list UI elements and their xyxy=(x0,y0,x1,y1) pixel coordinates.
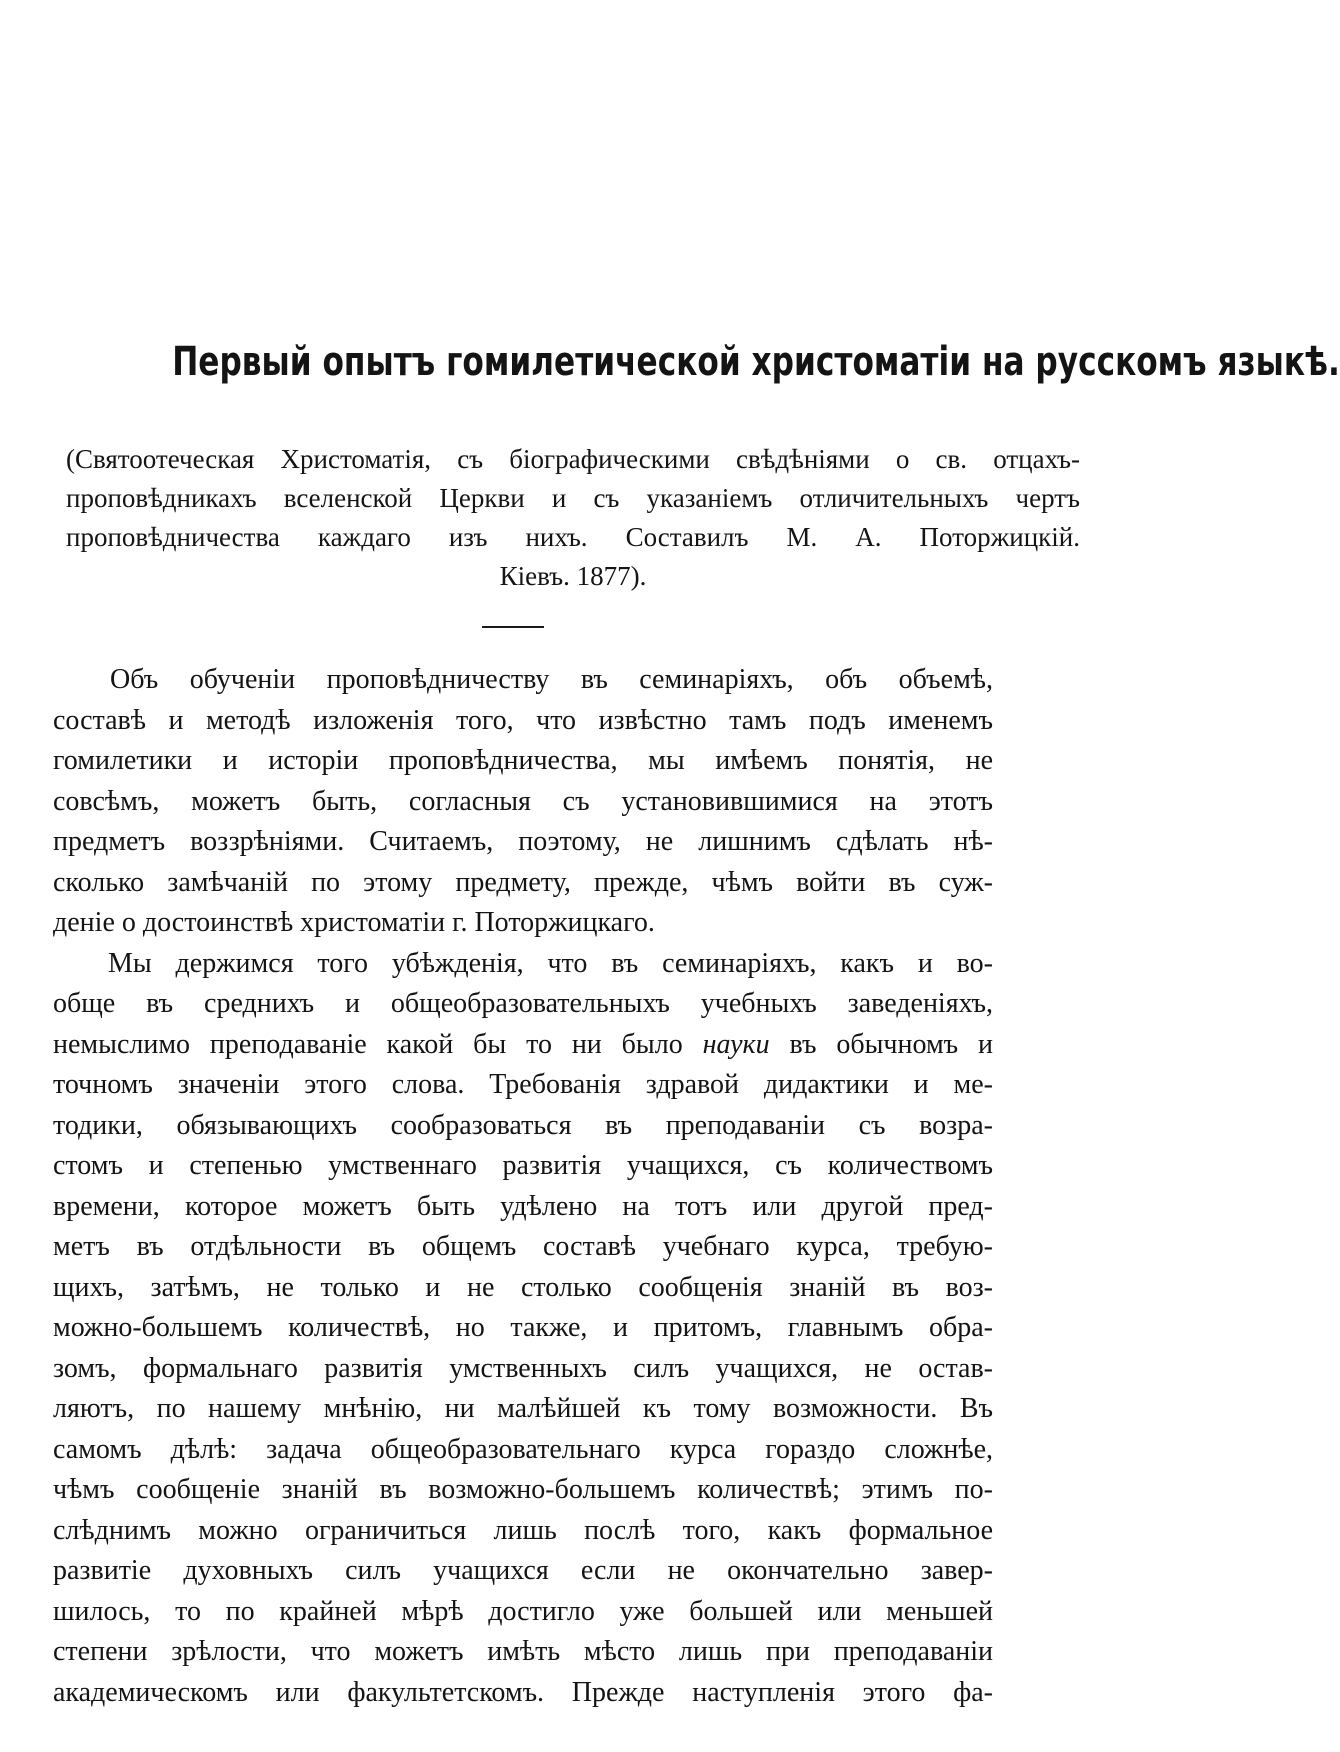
paragraph-2-line: ляютъ, по нашему мнѣнію, ни малѣйшей къ тому возможности. Въ xyxy=(53,1393,993,1424)
paragraph-2-line: развитіе духовныхъ силъ учащихся если не окончательно завер- xyxy=(53,1555,993,1586)
paragraph-2-line: точномъ значеніи этого слова. Требованія здравой дидактики и ме- xyxy=(53,1069,993,1100)
paragraph-2-line: стомъ и степенью умственнаго развитія учащихся, съ количествомъ xyxy=(53,1150,993,1181)
paragraph-2-line: степени зрѣлости, что можетъ имѣть мѣсто лишь при преподаваніи xyxy=(53,1636,993,1667)
paragraph-2-line: щихъ, затѣмъ, не только и не столько сообщенія знаній въ воз- xyxy=(53,1271,993,1303)
paragraph-1-line: предметъ воззрѣніями. Считаемъ, поэтому, не лишнимъ сдѣлать нѣ- xyxy=(53,826,993,857)
paragraph-2-line: Мы держимся того убѣжденія, что въ семинаріяхъ, какъ и во- xyxy=(108,947,993,979)
paragraph-2-line: времени, которое можетъ быть удѣлено на тотъ или другой пред- xyxy=(53,1190,993,1222)
text-segment: немыслимо преподаваніе какой бы то ни было xyxy=(53,1028,683,1060)
bibliographic-note-line: проповѣдникахъ вселенской Церкви и съ указаніемъ отличительныхъ чертъ xyxy=(66,483,1080,513)
article-body xyxy=(53,660,993,1713)
paragraph-1-line: гомилетики и исторіи проповѣдничества, мы имѣемъ понятія, не xyxy=(53,745,993,776)
bibliographic-note-line: Кіевъ. 1877). xyxy=(499,561,647,591)
paragraph-1-line: составѣ и методѣ изложенія того, что извѣстно тамъ подъ именемъ xyxy=(53,704,993,736)
article-title: Первый опытъ гомилетической христоматіи на русскомъ языкѣ. xyxy=(172,339,1340,385)
paragraph-2-line: метъ въ отдѣльности въ общемъ составѣ учебнаго курса, требую- xyxy=(53,1231,993,1262)
emphasized-word: науки xyxy=(702,1028,770,1060)
bibliographic-note-line: проповѣдничества каждаго изъ нихъ. Составилъ М. А. Поторжицкій. xyxy=(66,522,1080,552)
paragraph-1-line: сколько замѣчаній по этому предмету, прежде, чѣмъ войти въ суж- xyxy=(53,866,993,898)
bibliographic-note-line: (Святоотеческая Христоматія, съ біографическими свѣдѣніями о св. отцахъ- xyxy=(66,444,1080,474)
paragraph-2-line: самомъ дѣлѣ: задача общеобразовательнаго курса гораздо сложнѣе, xyxy=(53,1433,993,1465)
paragraph-2-line: обще въ среднихъ и общеобразовательныхъ учебныхъ заведеніяхъ, xyxy=(53,988,993,1019)
paragraph-2-line: зомъ, формальнаго развитія умственныхъ силъ учащихся, не остав- xyxy=(53,1352,993,1384)
section-divider xyxy=(482,626,544,628)
paragraph-2-line: тодики, обязывающихъ сообразоваться въ преподаваніи съ возра- xyxy=(53,1109,993,1141)
bibliographic-note xyxy=(66,440,1080,596)
paragraph-1-line: совсѣмъ, можетъ быть, согласныя съ установившимися на этотъ xyxy=(53,785,993,817)
paragraph-2-line: чѣмъ сообщеніе знаній въ возможно-большемъ количествѣ; этимъ по- xyxy=(53,1474,993,1505)
paragraph-2-line: слѣднимъ можно ограничиться лишь послѣ того, какъ формальное xyxy=(53,1514,993,1546)
paragraph-2-line: шилось, то по крайней мѣрѣ достигло уже большей или меньшей xyxy=(53,1595,993,1627)
paragraph-2-line-with-emphasis xyxy=(53,1025,993,1066)
text-segment: въ обычномъ и xyxy=(789,1028,994,1060)
paragraph-2-line: можно-большемъ количествѣ, но также, и притомъ, главнымъ обра- xyxy=(53,1312,993,1343)
paragraph-2-line: академическомъ или факультетскомъ. Прежде наступленія этого фа- xyxy=(53,1676,993,1708)
paragraph-1-line: Объ обученіи проповѣдничеству въ семинаріяхъ, объ объемѣ, xyxy=(110,664,993,695)
paragraph-1-line: деніе о достоинствѣ христоматіи г. Поторжицкаго. xyxy=(53,907,655,938)
